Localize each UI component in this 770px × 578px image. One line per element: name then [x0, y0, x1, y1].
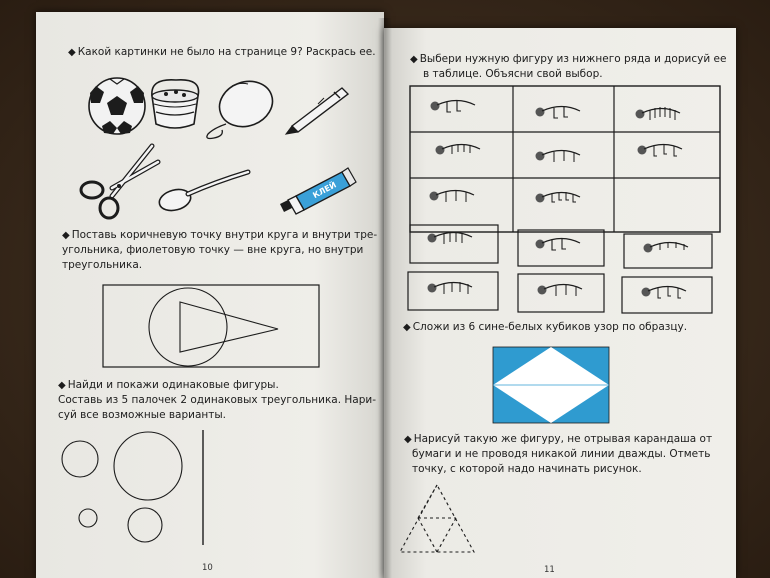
left-task-1: ◆ Какой картинки не было на странице 9? Раскрась ее. — [68, 46, 376, 58]
cube-pattern — [493, 347, 609, 423]
option-5[interactable] — [518, 274, 604, 312]
right-page-number: 11 — [544, 565, 555, 575]
right-task-2: ◆ Сложи из 6 сине-белых кубиков узор по образцу. — [403, 321, 688, 333]
left-page-number: 10 — [202, 563, 213, 573]
option-1[interactable] — [410, 225, 498, 263]
right-task-1-line-2: в таблице. Объясни свой выбор. — [423, 68, 603, 80]
glue-tube-label: КЛЕЙ — [311, 180, 338, 201]
option-6[interactable] — [622, 277, 712, 313]
option-4[interactable] — [408, 272, 498, 310]
glue-tube-icon — [280, 168, 356, 214]
bucket-icon — [152, 80, 199, 128]
left-task-2-line-3: треугольника. — [62, 259, 143, 271]
spoon-icon — [157, 172, 248, 214]
table-eye-r3c1 — [430, 191, 475, 203]
right-task-3-line-3: точку, с которой надо начинать рисунок. — [412, 463, 642, 475]
dashed-triangle-figure — [400, 485, 474, 552]
left-task-1-text: Какой картинки не было на странице 9? Раскрась ее. — [77, 46, 376, 58]
left-task-4-line-2: суй все возможные варианты. — [58, 409, 227, 421]
left-task-4-line-1: Составь из 5 палочек 2 одинаковых треугольника. Нари- — [58, 394, 376, 406]
circles-figure — [62, 430, 203, 545]
right-task-3-line-1: Нарисуй такую же фигуру, не отрывая карандаша от — [413, 433, 713, 445]
eye-pattern-table — [410, 86, 720, 232]
option-2[interactable] — [518, 230, 604, 266]
right-task-2-text: Сложи из 6 сине-белых кубиков узор по образцу. — [412, 321, 688, 333]
table-eye-r2c2 — [536, 151, 581, 163]
answer-options — [408, 225, 712, 313]
left-task-2-line-2: угольника, фиолетовую точку — вне круга, но внутри — [62, 244, 364, 256]
scissors-icon — [81, 146, 158, 218]
right-task-3-line-2: бумаги и не проводя никакой линии дважды. Отметь — [412, 448, 711, 460]
left-task-3-text: Найди и покажи одинаковые фигуры. — [67, 379, 279, 391]
right-task-1-line-1: Выбери нужную фигуру из нижнего ряда и дорисуй ее — [419, 53, 727, 65]
table-eye-r2c3 — [638, 144, 683, 156]
table-eye-r1c1 — [431, 101, 476, 113]
soccer-ball-icon — [89, 78, 145, 134]
pen-icon — [286, 88, 348, 134]
table-eye-r1c3 — [636, 107, 681, 120]
left-task-2-line-1: Поставь коричневую точку внутри круга и внутри тре- — [71, 229, 378, 241]
table-eye-r3c2 — [536, 192, 581, 203]
balloon-icon — [207, 74, 279, 138]
left-task-2: ◆ Поставь коричневую точку внутри круга и внутри тре- угольника, фиолетовую точку — вне круга, но внутри треугольника. — [62, 229, 378, 271]
left-task-3: ◆ Найди и покажи одинаковые фигуры. Составь из 5 палочек 2 одинаковых треугольника. Нари- суй все возможные варианты. — [58, 379, 376, 421]
circle-triangle-figure — [103, 285, 319, 367]
option-3[interactable] — [624, 234, 712, 268]
right-task-3: ◆ Нарисуй такую же фигуру, не отрывая карандаша от бумаги и не проводя никакой линии дважды. Отметь точку, с которой надо начинать рисунок. — [404, 433, 713, 475]
table-eye-r2c1 — [436, 144, 481, 155]
table-eye-r1c2 — [536, 107, 581, 119]
right-task-1: ◆ Выбери нужную фигуру из нижнего ряда и дорисуй ее в таблице. Объясни свой выбор. — [410, 53, 727, 80]
